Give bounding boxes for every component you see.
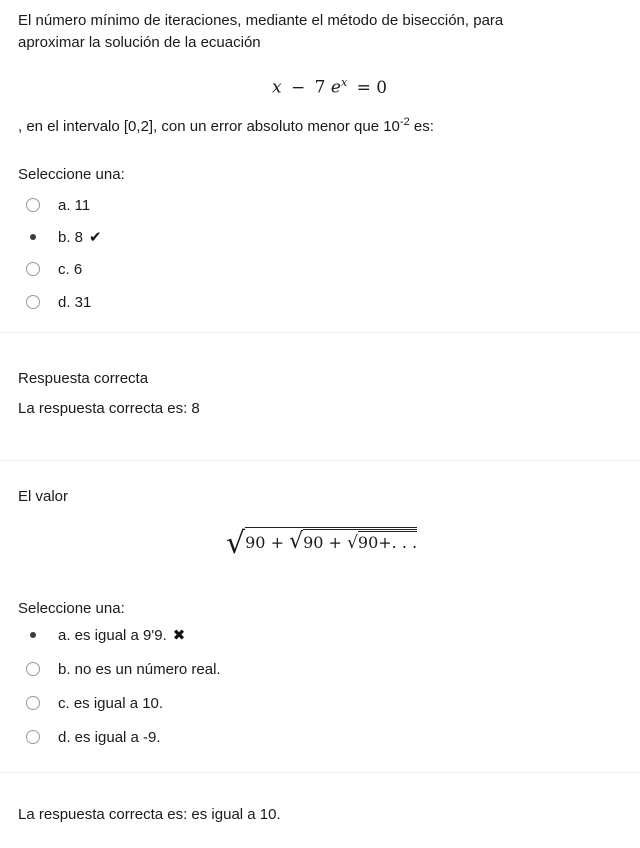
q1-option-d[interactable] [26, 291, 91, 313]
option-label: a. es igual a 9'9. [58, 626, 167, 644]
radio-button[interactable] [26, 696, 40, 710]
interval-exponent: -2 [399, 116, 410, 128]
radio-button[interactable] [26, 198, 40, 212]
divider [0, 772, 640, 773]
eq-equals: = 0 [356, 77, 388, 98]
option-label: c. es igual a 10. [58, 694, 164, 712]
question-2-prompt: Seleccione una: [18, 600, 125, 617]
question-2-feedback: La respuesta correcta es: es igual a 10. [18, 806, 281, 823]
radio-button[interactable] [26, 262, 40, 276]
option-label: b. no es un número real. [58, 660, 221, 678]
question-1-line1: El número mínimo de iteraciones, mediante el método de bisección, para [18, 12, 504, 29]
term-90-outer: 90 + [245, 533, 284, 552]
eq-var-x: x [272, 77, 282, 98]
question-1-text [18, 10, 628, 54]
question-2-expression [226, 526, 417, 561]
checkmark-icon: ✔ [89, 229, 102, 246]
q2-option-d[interactable] [26, 726, 161, 748]
q2-option-b[interactable] [26, 658, 221, 680]
sqrt-symbol: √ [347, 533, 358, 553]
feedback-correct-answer: La respuesta correcta es: 8 [18, 400, 200, 417]
eq-e: e [330, 77, 341, 98]
eq-exponent: x [340, 76, 348, 89]
option-label: c. 6 [58, 260, 83, 278]
radio-button[interactable] [26, 730, 40, 744]
radio-button[interactable] [26, 295, 40, 309]
interval-text-a: , en el intervalo [0,2], con un error absoluto menor que 10 [18, 118, 400, 135]
eq-seven: 7 [314, 77, 326, 98]
option-label: a. 11 [58, 196, 91, 214]
sqrt-symbol: √ [226, 526, 246, 561]
question-2-text: El valor [18, 488, 69, 505]
question-1-prompt: Seleccione una: [18, 166, 125, 183]
q1-option-a[interactable] [26, 194, 90, 216]
option-label: d. 31 [58, 293, 92, 311]
radicand-middle [303, 529, 417, 553]
term-90-middle: 90 + [303, 533, 342, 552]
option-label: b. 8 [58, 228, 84, 246]
radio-button-selected[interactable] [26, 628, 40, 642]
eq-minus: − [291, 77, 306, 98]
radio-button-selected[interactable] [26, 230, 40, 244]
radicand-inner: 90+. . . [357, 533, 418, 552]
radio-button[interactable] [26, 662, 40, 676]
q2-option-a[interactable] [26, 624, 185, 646]
feedback-status: Respuesta correcta [18, 370, 149, 387]
question-1-interval [18, 116, 434, 135]
q1-option-c[interactable] [26, 258, 82, 280]
divider [0, 460, 640, 461]
q1-option-b[interactable] [26, 226, 102, 248]
radicand-outer [245, 527, 417, 554]
option-label: d. es igual a -9. [58, 728, 161, 746]
q2-option-c[interactable] [26, 692, 163, 714]
sqrt-symbol: √ [289, 529, 304, 554]
cross-icon: ✖ [172, 627, 186, 644]
divider [0, 332, 640, 333]
question-1-line2: aproximar la solución de la ecuación [18, 34, 261, 51]
interval-text-b: es: [409, 118, 434, 135]
question-1-equation [272, 76, 387, 98]
